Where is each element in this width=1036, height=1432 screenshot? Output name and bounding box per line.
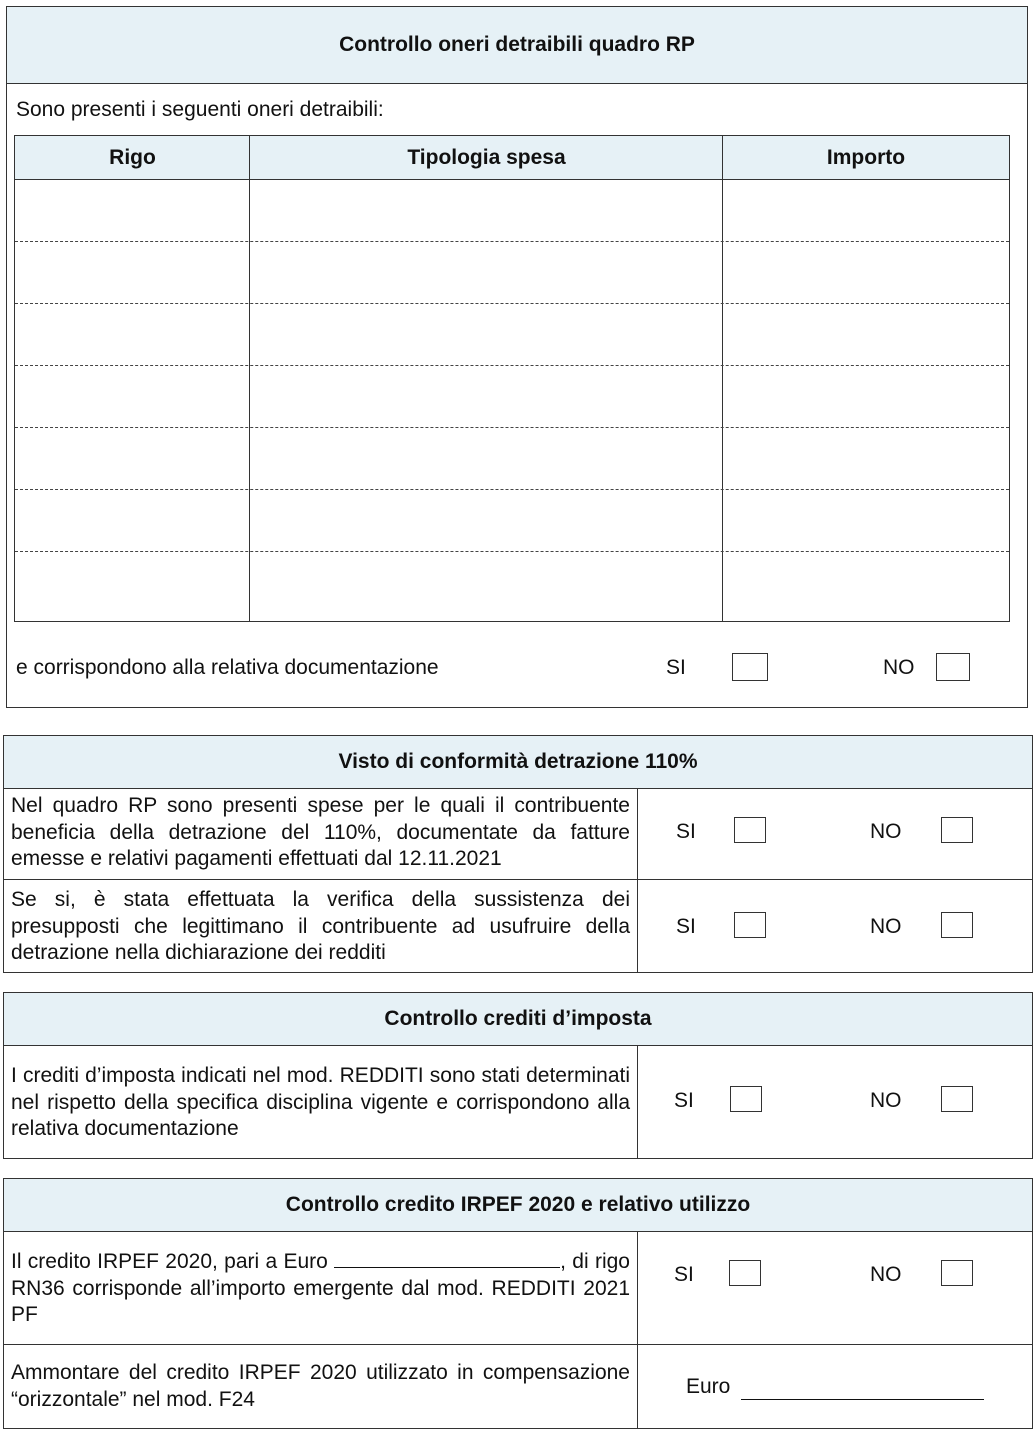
irpef-row1-suffix: , di rigo RN36 corrisponde all’importo emergente dal mod. REDDITI 2021 PF — [11, 1250, 630, 1326]
section-crediti-title: Controllo crediti d’imposta — [4, 993, 1032, 1046]
visto-row2-si-label: SI — [676, 915, 696, 938]
table-row — [15, 304, 1009, 366]
cell-rigo[interactable] — [15, 304, 249, 365]
irpef-euro-field[interactable] — [741, 1379, 984, 1400]
oneri-intro-text: Sono presenti i seguenti oneri detraibili: — [16, 98, 384, 121]
cell-tipologia[interactable] — [251, 552, 721, 614]
cell-tipologia[interactable] — [251, 180, 721, 241]
cell-tipologia[interactable] — [251, 490, 721, 551]
crediti-row1-text: I crediti d’imposta indicati nel mod. REDDITI sono stati determinati nel rispetto della specifica disciplina vigente e corrispondono alla relativa documentazione — [11, 1064, 630, 1140]
cell-rigo[interactable] — [15, 428, 249, 489]
crediti-no-label: NO — [870, 1089, 902, 1112]
section-visto-row-divider — [4, 879, 1032, 880]
oneri-si-label: SI — [666, 656, 686, 679]
visto-row2-si-checkbox[interactable] — [734, 912, 766, 938]
section-crediti-divider — [637, 1045, 638, 1158]
cell-importo[interactable] — [724, 304, 1009, 365]
table-row — [15, 428, 1009, 490]
col-header-importo: Importo — [723, 136, 1009, 180]
section-irpef-divider — [637, 1231, 638, 1428]
cell-rigo[interactable] — [15, 552, 249, 614]
table-body — [15, 180, 1009, 621]
cell-tipologia[interactable] — [251, 304, 721, 365]
section-irpef-title: Controllo credito IRPEF 2020 e relativo utilizzo — [4, 1179, 1032, 1232]
irpef-no-checkbox[interactable] — [941, 1260, 973, 1286]
crediti-si-label: SI — [674, 1089, 694, 1112]
section-oneri-title: Controllo oneri detraibili quadro RP — [7, 7, 1027, 84]
visto-row2-text: Se si, è stata effettuata la verifica della sussistenza dei presupposti che legittimano il contribuente ad usufruire della detrazione nella dichiarazione dei redditi — [11, 888, 630, 964]
oneri-si-checkbox[interactable] — [732, 653, 768, 681]
irpef-si-checkbox[interactable] — [729, 1260, 761, 1286]
section-oneri-detraibili — [6, 6, 1028, 708]
section-visto-title: Visto di conformità detrazione 110% — [4, 736, 1032, 789]
section-irpef-row-divider — [4, 1344, 1032, 1345]
oneri-documentazione-text: e corrispondono alla relativa documentazione — [16, 656, 439, 679]
cell-importo[interactable] — [724, 552, 1009, 614]
crediti-no-checkbox[interactable] — [941, 1086, 973, 1112]
cell-importo[interactable] — [724, 366, 1009, 427]
cell-tipologia[interactable] — [251, 366, 721, 427]
cell-rigo[interactable] — [15, 490, 249, 551]
irpef-row1-prefix: Il credito IRPEF 2020, pari a Euro — [11, 1250, 328, 1273]
section-crediti-imposta — [3, 992, 1033, 1159]
cell-importo[interactable] — [724, 428, 1009, 489]
cell-importo[interactable] — [724, 490, 1009, 551]
visto-row2-no-checkbox[interactable] — [941, 912, 973, 938]
cell-rigo[interactable] — [15, 180, 249, 241]
section-visto-conformita — [3, 735, 1033, 973]
irpef-row2-text: Ammontare del credito IRPEF 2020 utilizzato in compensazione “orizzontale” nel mod. F24 — [11, 1361, 630, 1411]
table-row — [15, 490, 1009, 552]
table-row — [15, 366, 1009, 428]
visto-row1-no-checkbox[interactable] — [941, 817, 973, 843]
cell-importo[interactable] — [724, 180, 1009, 241]
irpef-amount-field[interactable] — [334, 1249, 560, 1268]
oneri-no-checkbox[interactable] — [936, 653, 970, 681]
col-header-rigo: Rigo — [15, 136, 250, 180]
table-row — [15, 242, 1009, 304]
crediti-si-checkbox[interactable] — [730, 1086, 762, 1112]
section-visto-divider — [637, 788, 638, 972]
irpef-si-label: SI — [674, 1263, 694, 1286]
visto-row1-text: Nel quadro RP sono presenti spese per le quali il contribuente beneficia della detrazione del 110%, documentate da fatture emesse e relativi pagamenti effettuati dal 12.11.2021 — [11, 794, 630, 870]
col-header-tipologia: Tipologia spesa — [250, 136, 723, 180]
oneri-no-label: NO — [883, 656, 915, 679]
visto-row1-si-checkbox[interactable] — [734, 817, 766, 843]
irpef-no-label: NO — [870, 1263, 902, 1286]
visto-row1-no-label: NO — [870, 820, 902, 843]
table-row — [15, 180, 1009, 242]
irpef-euro-label: Euro — [686, 1375, 731, 1398]
oneri-table — [14, 135, 1010, 622]
visto-row1-si-label: SI — [676, 820, 696, 843]
cell-rigo[interactable] — [15, 366, 249, 427]
cell-tipologia[interactable] — [251, 428, 721, 489]
table-row — [15, 552, 1009, 614]
irpef-row1-text — [11, 1249, 630, 1329]
visto-row2-no-label: NO — [870, 915, 902, 938]
cell-importo[interactable] — [724, 242, 1009, 303]
cell-rigo[interactable] — [15, 242, 249, 303]
section-credito-irpef — [3, 1178, 1033, 1429]
cell-tipologia[interactable] — [251, 242, 721, 303]
